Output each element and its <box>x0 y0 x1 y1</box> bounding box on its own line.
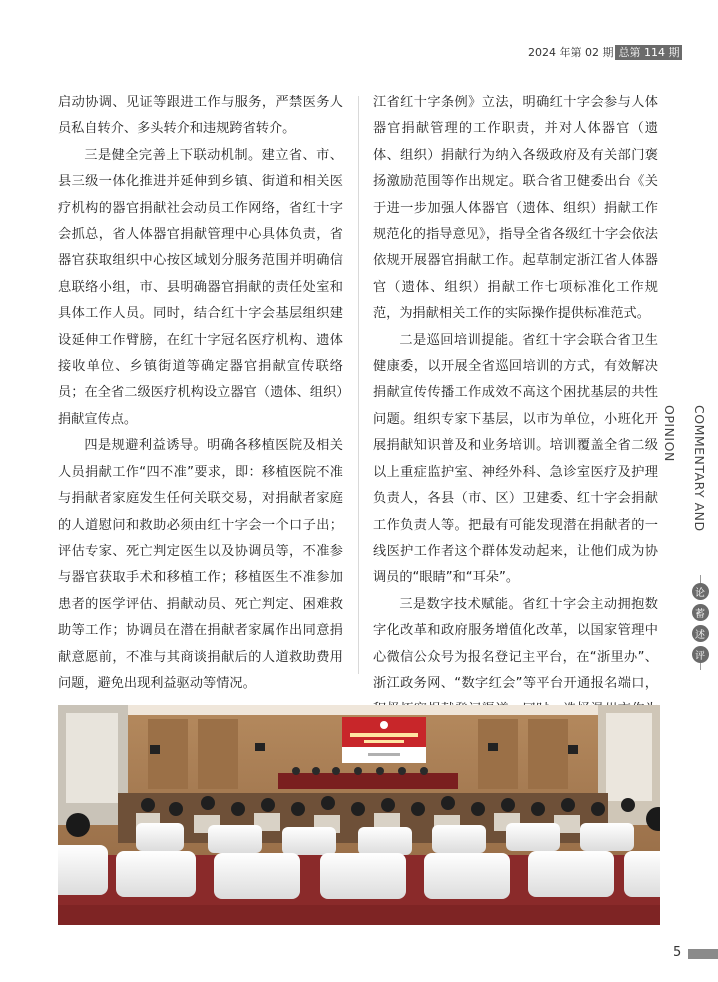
section-sidebar <box>662 405 718 670</box>
total-issue-label: 总第 114 期 <box>615 45 682 60</box>
paragraph: 江省红十字条例》立法，明确红十字会参与人体器官捐献管理的工作职责，并对人体器官（遗体、组织）捐献行为纳入各级政府及有关部门褒扬激励范围等作出规定。联合省卫健委出台《关于进一步加强人体器官（遗体、组织）捐献工作规范化的指导意见》，指导全省各级红十字会依法依规开展器官捐献工作。起草制定浙江省人体器官（遗体、组织）捐献工作七项标准化工作规范，为捐献相关工作的实际操作提供标准范式。 <box>373 95 658 322</box>
sidebar-tag: 蓄 <box>692 604 709 621</box>
paragraph: 三是数字技术赋能。省红十字会主动拥抱数字化改革和政府服务增值化改革，以国家管理中心微信公众号为报名登记主平台，在“浙里办”、浙江政务网、“数字红会”等平台开通报名端口， <box>373 596 658 691</box>
paragraph: 二是巡回培训提能。省红十字会联合省卫生健康委，以开展全省巡回培训的方式，有效解决捐献宣传传播工作成效不高这个困扰基层的共性问题。组织专家下基层，以市为单位，小班化开展捐献知识普及和业务培训。培训覆盖全省二级以上重症监护室、神经外科、急诊室医疗及护理负责人，各县（市、区）卫建委、红十字会捐献工作负责人等。把最有可能发现潜在捐献者的一线医护工作者这个群体发动起来，让他们成为协调员的“眼睛”和“耳朵”。 <box>373 332 658 586</box>
sidebar-tag: 述 <box>692 625 709 642</box>
sidebar-tags <box>688 583 712 663</box>
issue-label: 2024 年第 02 期 <box>528 46 614 59</box>
paragraph: 三是健全完善上下联动机制。建立省、市、县三级一体化推进并延伸到乡镇、街道和相关医疗机构的器官捐献社会动员工作网络，省红十字会抓总，省人体器官捐献管理中心具体负责，省器官获取组织中心按区域划分服务范围并明确信息联络小组，市、县明确器官捐献的责任处室和具体工作人员。同时，结合红十字会基层组织建设延伸工作臂膀，在红十字冠名医疗机构、遗体接收单位、乡镇街道等确定器官捐献宣传联络员；在全省二级医疗机构设立器官（遗体、组织）捐献宣传点。 <box>58 147 343 427</box>
sidebar-section-title: COMMENTARY AND OPINION <box>684 405 714 575</box>
issue-header <box>528 44 682 60</box>
left-text-column <box>58 90 343 791</box>
meeting-hall-photo <box>58 705 660 925</box>
paragraph: 启动协调、见证等跟进工作与服务，严禁医务人员私自转介、多头转介和违规跨省转介。 <box>58 95 343 137</box>
sidebar-tag: 评 <box>692 646 709 663</box>
page-number-bar <box>688 949 718 959</box>
sidebar-tag: 论 <box>692 583 709 600</box>
column-divider <box>358 96 359 674</box>
page-number: 5 <box>673 945 682 960</box>
paragraph: 四是规避利益诱导。明确各移植医院及相关人员捐献工作“四不准”要求，即：移植医院不准与捐献者家庭发生任何关联交易，对捐献者家庭的人道慰问和救助必须由红十字会一个口子出；评估专家、死亡判定医生以及协调员等，不准参与器官获取手术和移植工作；移植医生不准参加患者的医学评估、捐献动员、死亡判定、困难救助等工作；协调员在潜在捐献者家属作出同意捐献意愿前，不准与其商谈捐献后的人道救助费用问题，避免出现利益驱动等情况。 <box>58 438 343 691</box>
right-text-column <box>373 90 658 803</box>
meeting-hall-illustration <box>58 705 660 925</box>
